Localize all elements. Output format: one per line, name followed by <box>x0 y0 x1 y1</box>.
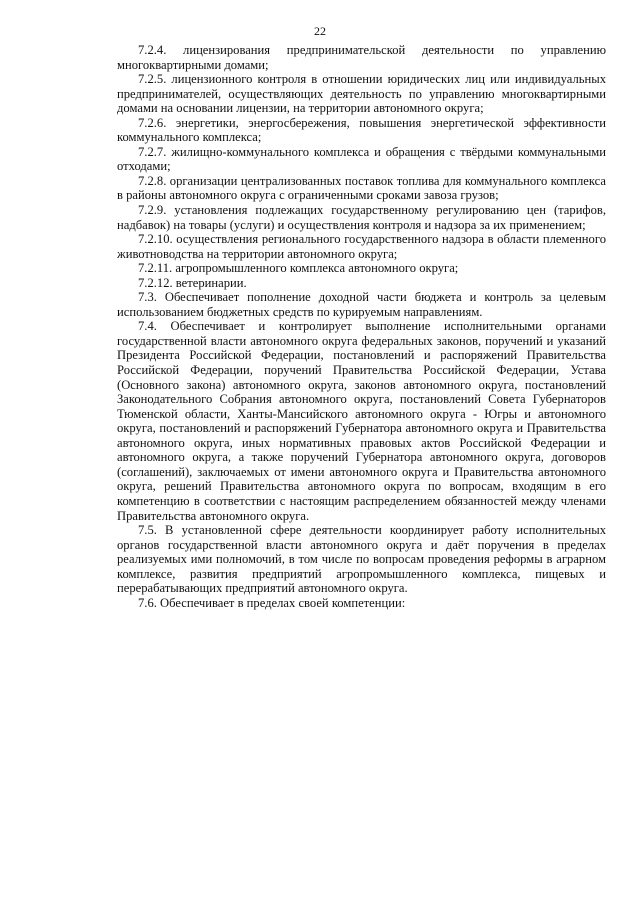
paragraph-7-2-5: 7.2.5. лицензионного контроля в отношении юридических лиц или индивидуальных предпринимателей, осуществляющих деятельность по управлению многоквартирными домами на основании лицензии, на территории автономного округа; <box>117 72 606 116</box>
paragraph-7-2-11: 7.2.11. агропромышленного комплекса автономного округа; <box>138 261 459 276</box>
paragraph-7-2-7: 7.2.7. жилищно-коммунального комплекса и обращения с твёрдыми коммунальными отходами; <box>117 144 606 174</box>
paragraph-7-3: 7.3. Обеспечивает пополнение доходной части бюджета и контроль за целевым использованием бюджетных средств по курируемым направлениям. <box>117 290 606 319</box>
paragraph-7-5: 7.5. В установленной сфере деятельности координирует работу исполнительных органов государственной власти автономного округа и даёт поручения в пределах реализуемых ими полномочий, в том числе по вопросам проведения реформы в аграрном комплексе, развития предприятий агропромышленного комплекса, пищевых и перерабатывающих предприятий автономного округа. <box>117 523 606 596</box>
paragraph-7-6: 7.6. Обеспечивает в пределах своей компетенции: <box>138 595 406 610</box>
paragraph-7-2-9: 7.2.9. установления подлежащих государственному регулированию цен (тарифов, надбавок) на товары (услуги) и осуществления контроля и надзора за их применением; <box>117 203 606 232</box>
paragraph-7-2-10: 7.2.10. осуществления регионального государственного надзора в области племенного животноводства на территории автономного округа; <box>117 232 606 261</box>
page-number: 22 <box>314 24 326 38</box>
document-body <box>117 43 606 610</box>
paragraph-7-2-4: 7.2.4. лицензирования предпринимательской деятельности по управлению многоквартирными домами; <box>117 43 606 72</box>
paragraph-7-2-12: 7.2.12. ветеринарии. <box>138 275 247 290</box>
paragraph-7-2-6: 7.2.6. энергетики, энергосбережения, повышения энергетической эффективности коммунального комплекса; <box>117 115 606 145</box>
paragraph-7-2-8: 7.2.8. организации централизованных поставок топлива для коммунального комплекса в районы автономного округа с ограниченными сроками завоза грузов; <box>117 173 606 203</box>
paragraph-7-4: 7.4. Обеспечивает и контролирует выполнение исполнительными органами государственной власти автономного округа федеральных законов, поручений и указаний Президента Российской Федерации, постановлений и распоряжений Правительства Российской Федерации, поручений Правительства Российской Федерации, Устава (Основного закона) автономного округа, законов автономного округа, постановлений Законодательного Собрания автономного округа, постановлений Совета Губернаторов Тюменской области, Ханты-Мансийского автономного округа - Югры и автономного округа, постановлений и распоряжений Губернатора автономного округа и Правительства автономного округа, иных нормативных правовых актов Российской Федерации и автономного округа, а также поручений Губернатора автономного округа, договоров (соглашений), заключаемых от имени автономного округа и Правительства автономного округа, решений Правительства автономного округа по вопросам, входящим в его компетенцию в соответствии с настоящим распределением обязанностей между членами Правительства автономного округа. <box>117 319 606 523</box>
